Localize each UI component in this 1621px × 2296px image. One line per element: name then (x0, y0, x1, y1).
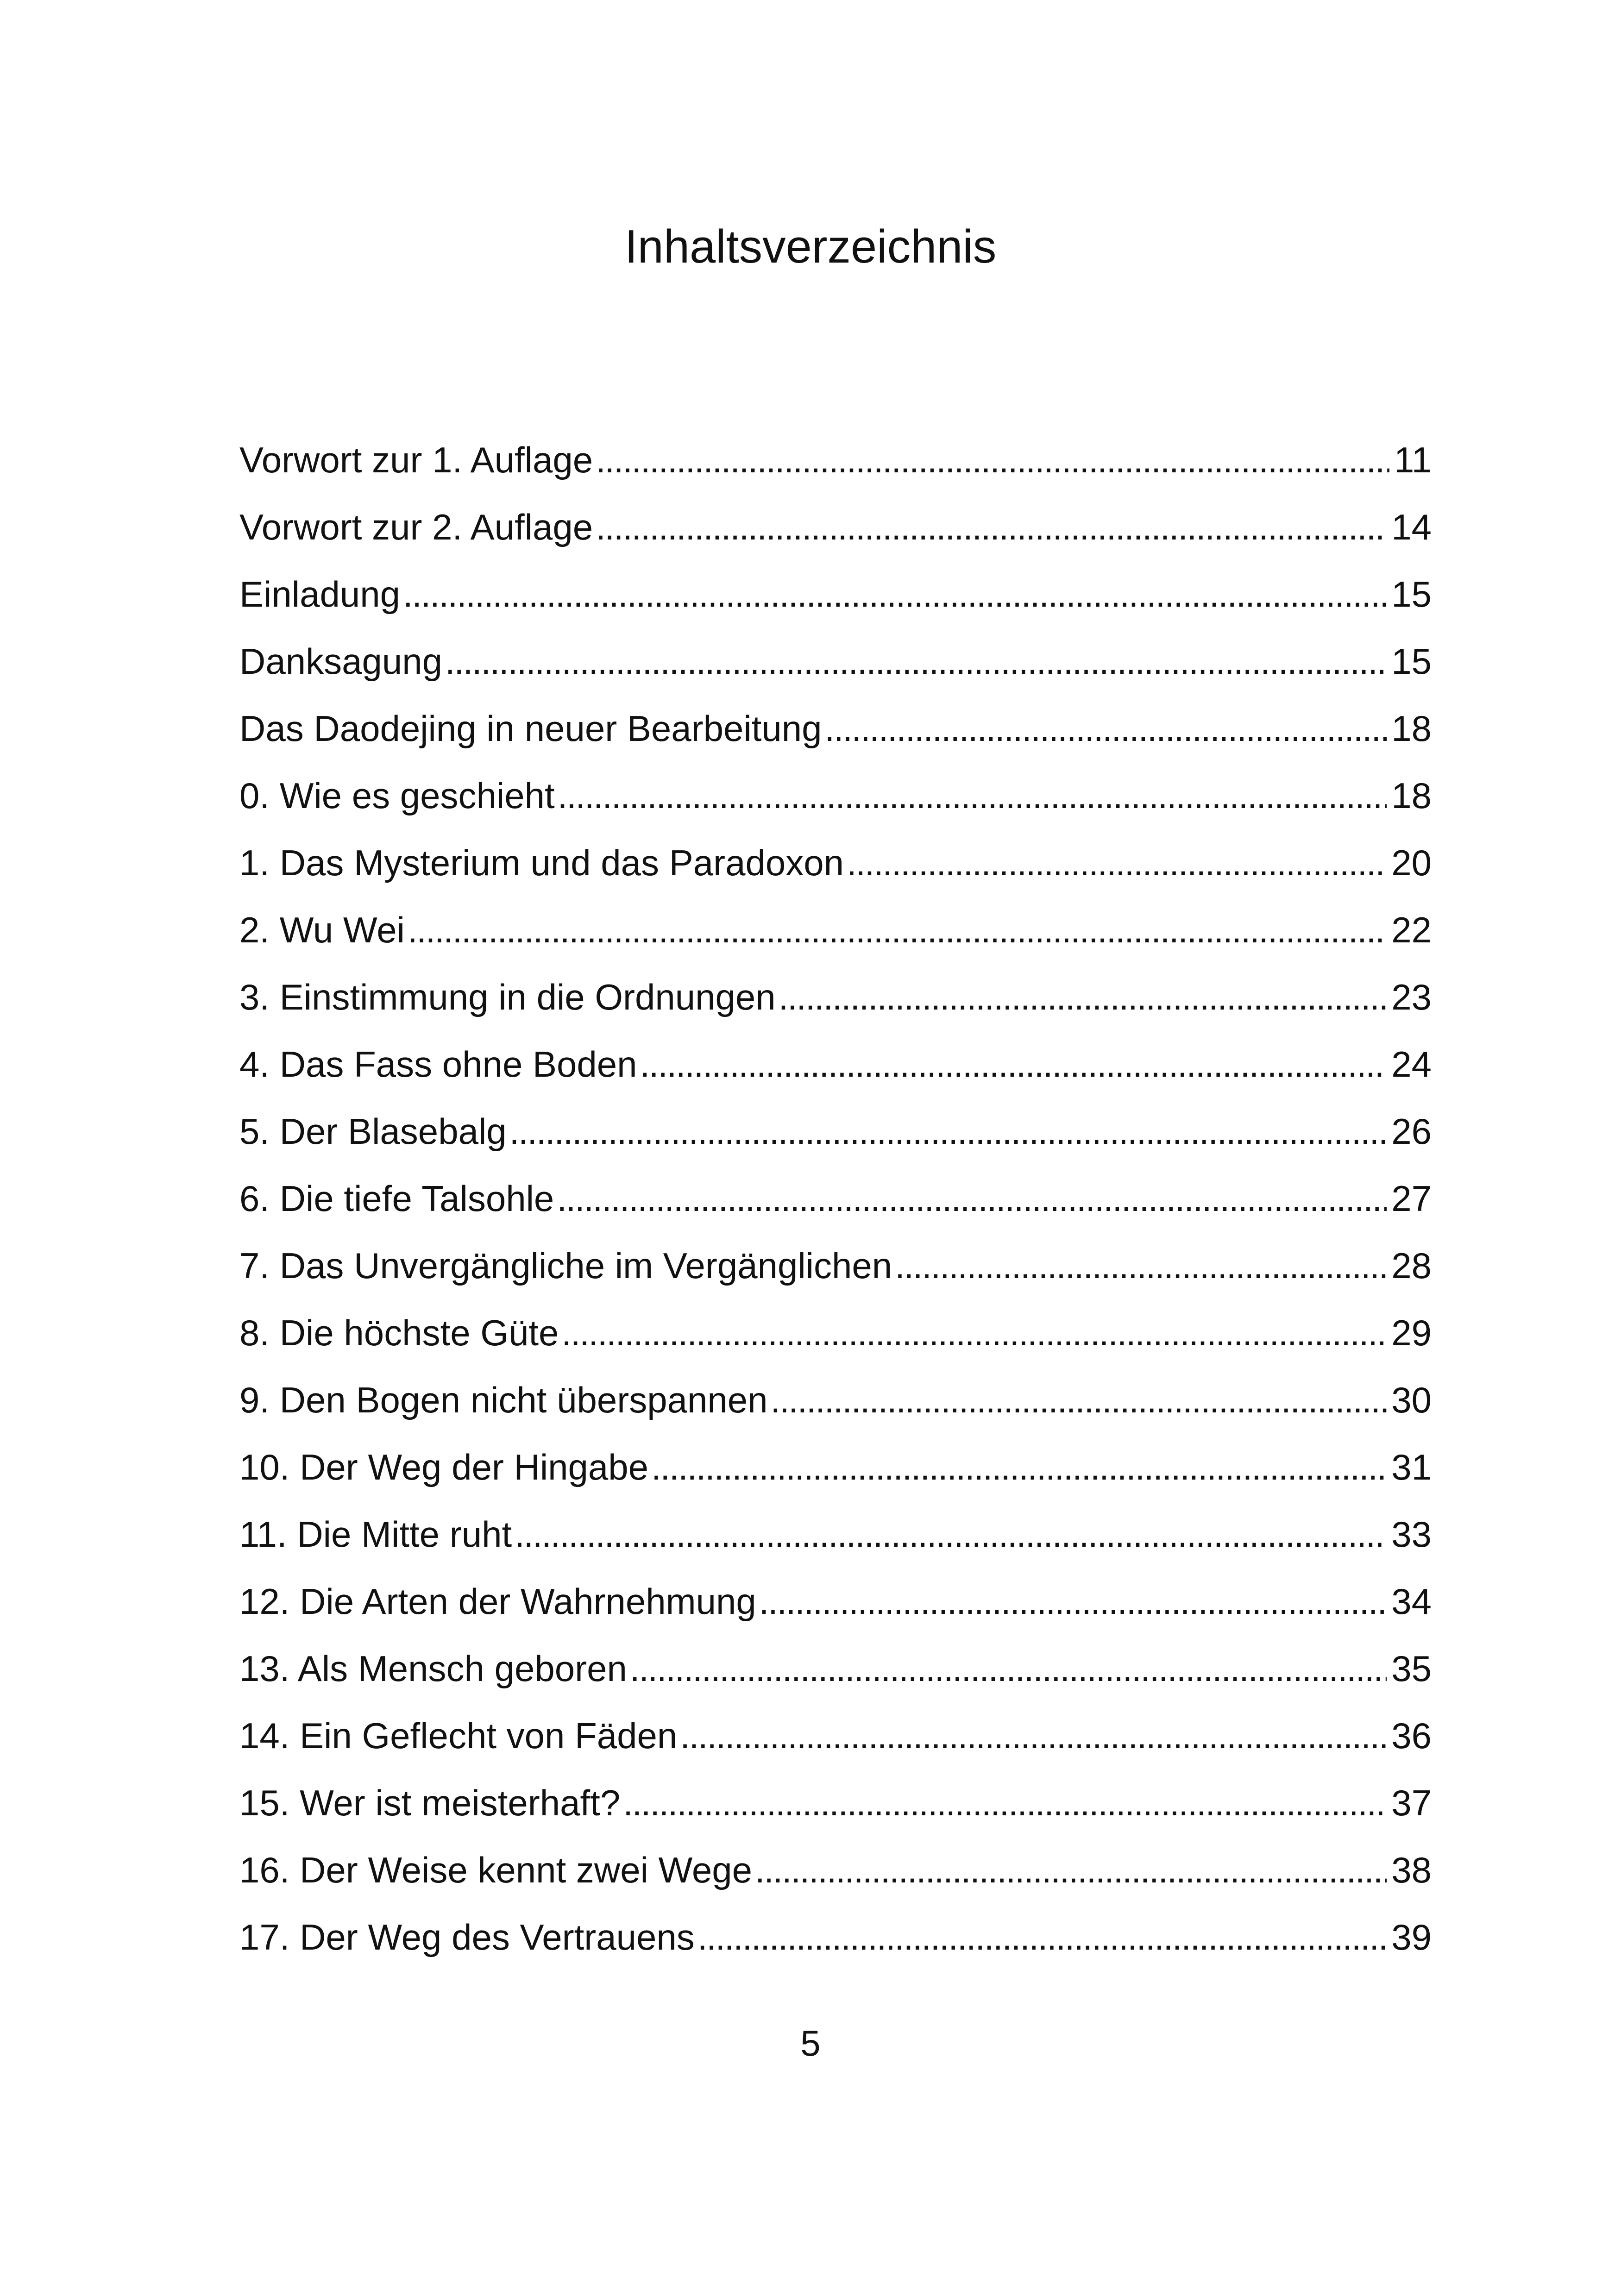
toc-entry-page: 18 (1387, 772, 1432, 819)
toc-entry-label: Vorwort zur 1. Auflage (239, 437, 596, 483)
toc-entry-label: 17. Der Weg des Vertrauens (239, 1914, 697, 1960)
toc-entry-page: 35 (1387, 1645, 1432, 1692)
toc-dot-leader (771, 1377, 1387, 1423)
toc-dot-leader (680, 1713, 1387, 1759)
toc-dot-leader (847, 840, 1387, 886)
toc-dot-leader (779, 974, 1387, 1020)
toc-entry-page: 37 (1387, 1780, 1432, 1826)
toc-entry-page: 20 (1387, 840, 1432, 886)
toc-entry-page: 33 (1387, 1511, 1432, 1557)
toc-entry-page: 36 (1387, 1713, 1432, 1759)
toc-entry[interactable] (239, 426, 1432, 493)
toc-entry-page: 34 (1387, 1578, 1432, 1625)
toc-entry[interactable] (239, 1098, 1432, 1165)
toc-entry[interactable] (239, 1903, 1432, 1970)
toc-dot-leader (558, 772, 1387, 819)
toc-entry[interactable] (239, 1433, 1432, 1500)
toc-dot-leader (408, 907, 1387, 953)
toc-entry-label: 14. Ein Geflecht von Fäden (239, 1713, 680, 1759)
toc-entry-label: 5. Der Blasebalg (239, 1108, 509, 1154)
toc-entry-label: 16. Der Weise kennt zwei Wege (239, 1847, 755, 1893)
toc-entry-label: 9. Den Bogen nicht überspannen (239, 1377, 771, 1423)
toc-entry-page: 14 (1387, 504, 1432, 550)
toc-entry-page: 30 (1387, 1377, 1432, 1423)
toc-entry-page: 39 (1387, 1914, 1432, 1960)
toc-dot-leader (623, 1780, 1387, 1826)
toc-entry-page: 15 (1387, 571, 1432, 617)
toc-entry[interactable] (239, 1030, 1432, 1098)
toc-entry-page: 18 (1387, 705, 1432, 752)
toc-entry-label: 10. Der Weg der Hingabe (239, 1444, 651, 1490)
page-title: Inhaltsverzeichnis (624, 221, 997, 273)
toc-entry-page: 23 (1387, 974, 1432, 1020)
toc-entry-label: Das Daodejing in neuer Bearbeitung (239, 705, 825, 752)
toc-entry[interactable] (239, 1500, 1432, 1568)
toc-entry[interactable] (239, 1366, 1432, 1433)
toc-dot-leader (509, 1108, 1387, 1154)
toc-entry[interactable] (239, 493, 1432, 560)
toc-entry-label: 7. Das Unvergängliche im Vergänglichen (239, 1242, 895, 1289)
toc-dot-leader (759, 1578, 1387, 1625)
toc-dot-leader (561, 1310, 1387, 1356)
toc-entry-page: 31 (1387, 1444, 1432, 1490)
toc-entry[interactable] (239, 1769, 1432, 1836)
toc-entry-label: 15. Wer ist meisterhaft? (239, 1780, 623, 1826)
toc-entry-label: Einladung (239, 571, 403, 617)
toc-entry-page: 27 (1387, 1175, 1432, 1222)
toc-dot-leader (651, 1444, 1387, 1490)
toc-entry[interactable] (239, 1568, 1432, 1635)
toc-dot-leader (445, 638, 1387, 684)
toc-dot-leader (895, 1242, 1387, 1289)
toc-dot-leader (515, 1511, 1387, 1557)
toc-dot-leader (630, 1645, 1387, 1692)
toc-entry-label: 13. Als Mensch geboren (239, 1645, 630, 1692)
toc-entry-label: 4. Das Fass ohne Boden (239, 1041, 640, 1087)
toc-entry-page: 38 (1387, 1847, 1432, 1893)
toc-entry[interactable] (239, 896, 1432, 963)
toc-entry-label: 0. Wie es geschieht (239, 772, 558, 819)
toc-dot-leader (403, 571, 1387, 617)
toc-dot-leader (825, 705, 1387, 752)
toc-dot-leader (755, 1847, 1387, 1893)
toc-entry-label: Danksagung (239, 638, 445, 684)
toc-dot-leader (697, 1914, 1387, 1960)
toc-entry-page: 22 (1387, 907, 1432, 953)
toc-entry-page: 28 (1387, 1242, 1432, 1289)
toc-entry[interactable] (239, 829, 1432, 896)
toc-entry[interactable] (239, 560, 1432, 627)
toc-entry-label: Vorwort zur 2. Auflage (239, 504, 596, 550)
toc-entry-label: 8. Die höchste Güte (239, 1310, 561, 1356)
toc-entry-label: 2. Wu Wei (239, 907, 408, 953)
toc-entry-page: 15 (1387, 638, 1432, 684)
toc-entry-label: 6. Die tiefe Talsohle (239, 1175, 557, 1222)
toc-entry-page: 29 (1387, 1310, 1432, 1356)
toc-entry[interactable] (239, 1702, 1432, 1769)
toc-dot-leader (596, 437, 1389, 483)
toc-entry-label: 12. Die Arten der Wahrnehmung (239, 1578, 759, 1625)
toc-entry[interactable] (239, 695, 1432, 762)
toc-dot-leader (640, 1041, 1387, 1087)
toc-entry-page: 11 (1389, 437, 1432, 483)
toc-entry[interactable] (239, 1299, 1432, 1366)
toc-entry-label: 1. Das Mysterium und das Paradoxon (239, 840, 847, 886)
page-number: 5 (800, 2023, 821, 2064)
table-of-contents (239, 426, 1432, 1970)
toc-entry[interactable] (239, 627, 1432, 695)
toc-entry[interactable] (239, 1836, 1432, 1903)
toc-entry-page: 26 (1387, 1108, 1432, 1154)
toc-dot-leader (557, 1175, 1387, 1222)
toc-entry[interactable] (239, 762, 1432, 829)
toc-entry[interactable] (239, 963, 1432, 1030)
toc-dot-leader (596, 504, 1387, 550)
toc-entry[interactable] (239, 1232, 1432, 1299)
toc-entry-page: 24 (1387, 1041, 1432, 1087)
toc-entry-label: 3. Einstimmung in die Ordnungen (239, 974, 779, 1020)
toc-entry-label: 11. Die Mitte ruht (239, 1511, 515, 1557)
toc-entry[interactable] (239, 1165, 1432, 1232)
toc-entry[interactable] (239, 1635, 1432, 1702)
